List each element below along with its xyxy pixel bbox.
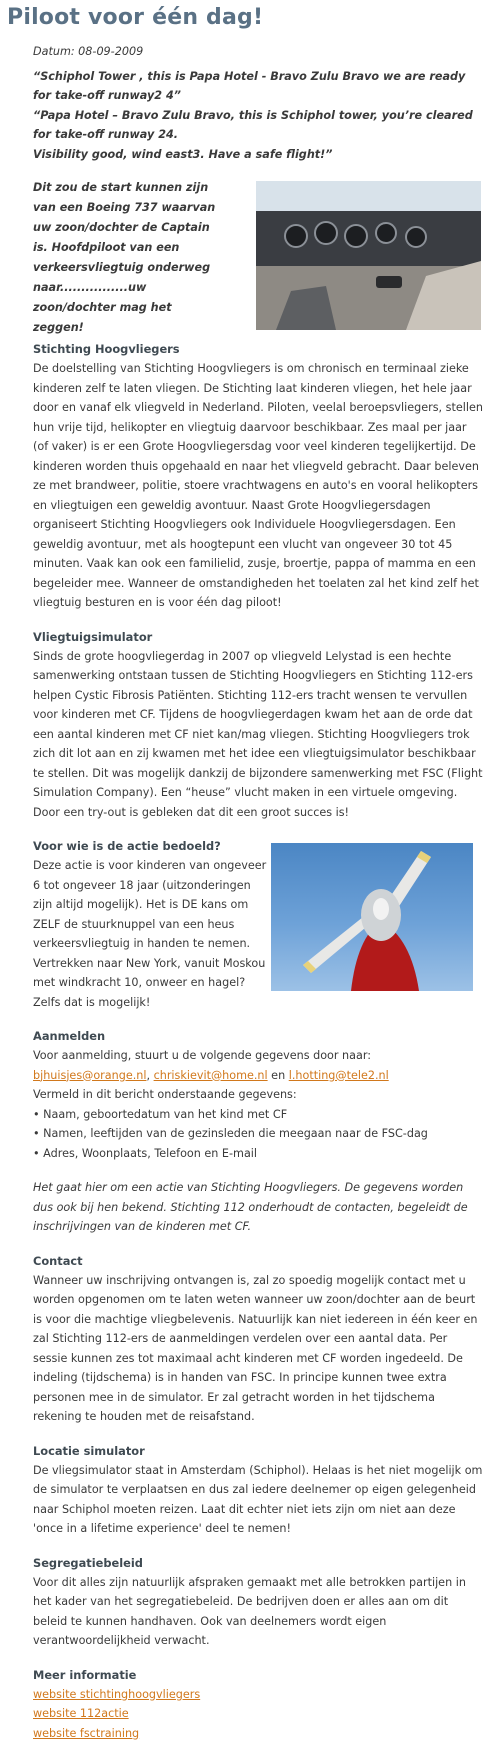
- email-separator: ,: [146, 1068, 154, 1082]
- section-heading: Stichting Hoogvliegers: [33, 342, 180, 356]
- radio-quote: [33, 67, 483, 165]
- email-link[interactable]: l.hotting@tele2.nl: [288, 1068, 389, 1082]
- radio-line: Visibility good, wind east3. Have a safe flight!”: [33, 147, 333, 161]
- page-title: Piloot voor één dag!: [7, 5, 264, 30]
- section-body: De doelstelling van Stichting Hoogvliegers is om chronisch en terminaal zieke kinderen zelf te laten vliegen. De Stichting laat kinderen vliegen, het hele jaar door en vanaf elk vliegveld in Nederland. Piloten, veelal beroepsvliegers, stellen hun vrije tijd, helikopter en vliegtuig daarvoor beschikbaar. Zes maal per jaar (of vaker) is er een Grote Hoogvliegersdag voor veel kinderen tegelijkertijd. De kinderen worden thuis opgehaald en naar het vliegveld gebracht. Daar beleven ze met brandweer, politie, stoere vrachtwagens en auto's en vooral helikopters en vliegtuigen een geweldig avontuur. Naast Grote Hoogvliegersdagen organiseert Stichting Hoogvliegers ook Individuele Hoogvliegersdagen. Een geweldig avontuur, met als hoogtepunt een vlucht van ongeveer 30 tot 45 minuten. Vaak kan ook een familielid, zusje, broertje, pappa of mamma en een begeleider mee. Wanneer de omstandigheden het toelaten zal het kind zelf het vliegtuig besturen en is voor één dag piloot!: [33, 362, 483, 609]
- article-content: [33, 42, 483, 1743]
- article-date: Datum: 08-09-2009: [33, 45, 144, 58]
- section-heading: Meer informatie: [33, 1667, 137, 1682]
- list-intro: Vermeld in dit bericht onderstaande gegevens:: [33, 1088, 297, 1101]
- section-heading: Vliegtuigsimulator: [33, 629, 153, 644]
- radio-line: “Schiphol Tower , this is Papa Hotel - Bravo Zulu Bravo we are ready for take-off runway2 4”: [33, 69, 466, 102]
- section-meer-informatie: [33, 1666, 483, 1744]
- section-heading: Contact: [33, 1253, 83, 1268]
- section-heading: Aanmelden: [33, 1029, 106, 1043]
- propeller-illustration: [271, 843, 473, 991]
- section-aanmelden: [33, 1027, 483, 1237]
- section-contact: [33, 1252, 483, 1427]
- list-item: • Adres, Woonplaats, Telefoon en E-mail: [33, 1144, 483, 1164]
- email-separator: en: [267, 1068, 289, 1082]
- email-link[interactable]: chriskievit@home.nl: [153, 1068, 268, 1082]
- list-item: • Namen, leeftijden van de gezinsleden die meegaan naar de FSC-dag: [33, 1124, 483, 1144]
- aanmelden-intro: Voor aanmelding, stuurt u de volgende gegevens door naar:: [33, 1049, 372, 1062]
- section-heading: Segregatiebeleid: [33, 1555, 143, 1570]
- cockpit-photo: [256, 181, 481, 330]
- link-112actie[interactable]: website 112actie: [33, 1707, 129, 1720]
- section-simulator: [33, 628, 483, 823]
- intro-text: Dit zou de start kunnen zijn van een Boeing 737 waarvan uw zoon/dochter de Captain is. Hoofdpiloot van een verkeersvliegtuig onderweg naar................uw zoon/dochter mag het zeggen!: [33, 181, 216, 334]
- section-body: Wanneer uw inschrijving ontvangen is, zal zo spoedig mogelijk contact met u worden opgenomen om te laten weten wanneer uw zoon/dochter aan de beurt is voor die machtige vliegbelevenis. Natuurlijk kan niet iedereen in één keer en zal Stichting 112-ers de aanmeldingen verdelen over een aantal data. Per sessie kunnen zes tot maximaal acht kinderen met CF worden ingedeeld. De indeling (tijdschema) is in handen van FSC. In principe kunnen twee extra personen mee in de simulator. Er zal getracht worden in het tijdschema rekening te houden met de reisafstand.: [33, 1273, 478, 1423]
- aanmelden-note: Het gaat hier om een actie van Stichting Hoogvliegers. De gegevens worden dus ook bij hen bekend. Stichting 112 onderhoudt de contacten, begeleidt de inschrijvingen van de kinderen met CF.: [33, 1181, 468, 1233]
- link-stichtinghoogvliegers[interactable]: website stichtinghoogvliegers: [33, 1687, 201, 1701]
- section-body: Sinds de grote hoogvliegerdag in 2007 op vliegveld Lelystad is een hechte samenwerking ontstaan tussen de Stichting Hoogvliegers en Stichting 112-ers helpen Cystic Fibrosis Patiënten. Stichting 112-ers tracht wensen te vervullen voor kinderen met CF. Tijdens de hoogvliegerdagen kwam het aan de orde dat een aantal kinderen met CF niet kan/mag vliegen. Stichting Hoogvliegers trok zich dit lot aan en zij kwamen met het idee een vliegtuigsimulator beschikbaar te stellen. Dit was mogelijk dankzij de bijzondere samenwerking met FSC (Flight Simulation Company). Een “heuse” vlucht maken in een virtuele omgeving. Door een try-out is gebleken dat dit een groot succes is!: [33, 649, 483, 819]
- section-segregatie: [33, 1554, 483, 1651]
- cockpit-illustration: [256, 181, 481, 330]
- section-body: De vliegsimulator staat in Amsterdam (Schiphol). Helaas is het niet mogelijk om de simulator te verplaatsen en dus zal iedere deelnemer op eigen gelegenheid naar Schiphol moeten reizen. Laat dit echter niet iets zijn om niet aan deze 'once in a lifetime experience' deel te nemen!: [33, 1463, 483, 1535]
- required-info-list: [33, 1105, 483, 1164]
- radio-line: “Papa Hotel – Bravo Zulu Bravo, this is Schiphol tower, you’re cleared for take-off runway 24.: [33, 108, 473, 141]
- section-body: Deze actie is voor kinderen van ongeveer 6 tot ongeveer 18 jaar (uitzonderingen zijn altijd mogelijk). Het is DE kans om ZELF de stuurknuppel van een heus verkeersvliegtuig in handen te nemen. Vertrekken naar New York, vanuit Moskou met windkracht 10, onweer en hagel? Zelfs dat is mogelijk!: [33, 859, 267, 1009]
- list-item: • Naam, geboortedatum van het kind met CF: [33, 1105, 483, 1125]
- propeller-photo: [271, 843, 473, 991]
- section-voorwie: [33, 837, 483, 1012]
- link-fsctraining[interactable]: website fsctraining: [33, 1726, 140, 1740]
- email-link[interactable]: bjhuisjes@orange.nl: [33, 1068, 147, 1082]
- section-heading: Locatie simulator: [33, 1443, 145, 1458]
- section-hoogvliegers: [33, 340, 483, 613]
- section-heading: Voor wie is de actie bedoeld?: [33, 839, 221, 853]
- section-locatie: [33, 1442, 483, 1539]
- section-body: Voor dit alles zijn natuurlijk afspraken gemaakt met alle betrokken partijen in het kader van het segregatiebeleid. De bedrijven doen er alles aan om dit beleid te kunnen handhaven. Ook van deelnemers wordt eigen verantwoordelijkheid verwacht.: [33, 1575, 466, 1647]
- email-line: [33, 1066, 483, 1086]
